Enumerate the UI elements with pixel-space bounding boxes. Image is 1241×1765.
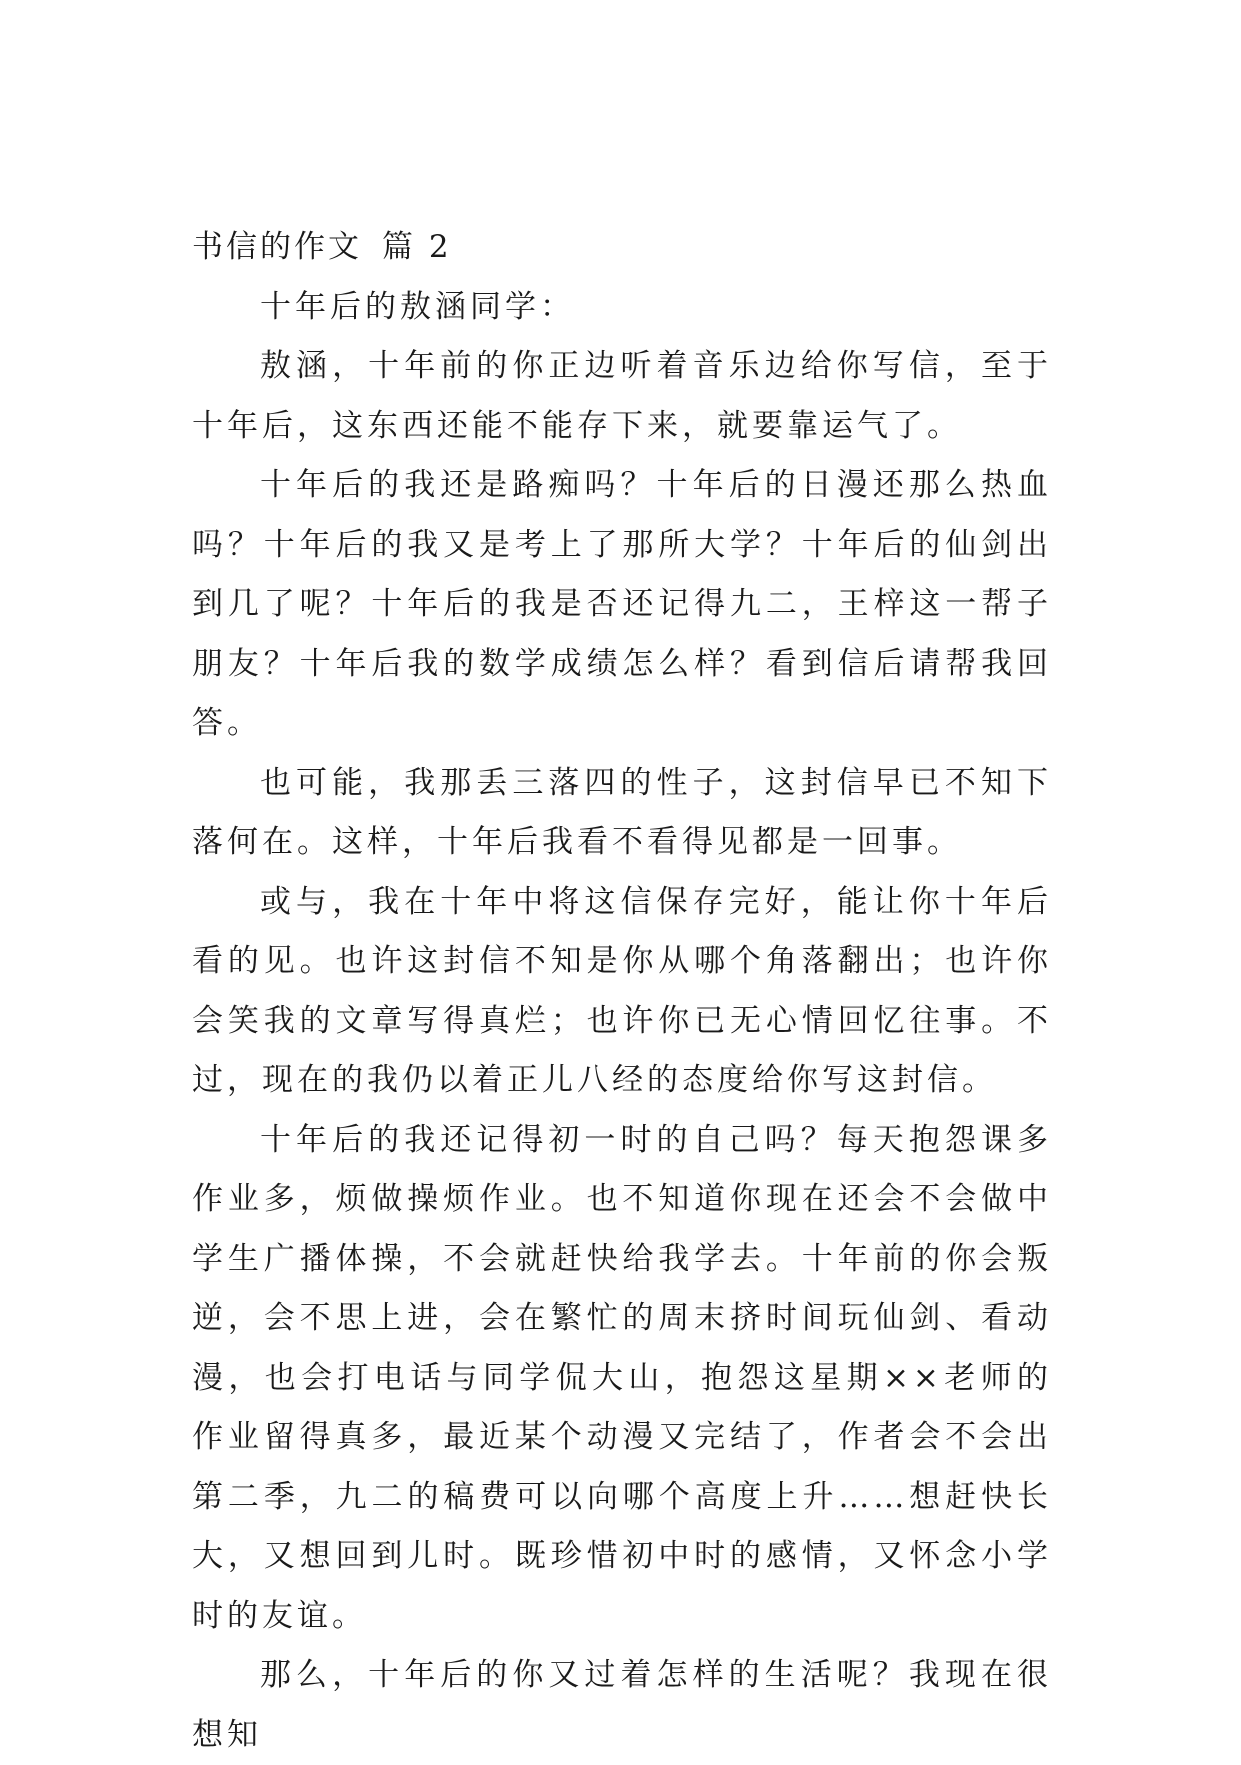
paragraph: 敖涵，十年前的你正边听着音乐边给你写信，至于十年后，这东西还能不能存下来，就要靠运气了。: [192, 348, 1052, 444]
essay-title: [192, 218, 1052, 278]
paragraph: 或与，我在十年中将这信保存完好，能让你十年后看的见。也许这封信不知是你从哪个角落翻出；也许你会笑我的文章写得真烂；也许你已无心情回忆往事。不过，现在的我仍以着正儿八经的态度给你写这封信。: [192, 883, 1052, 1098]
title-section: 篇 2: [382, 229, 452, 265]
paragraph: 也可能，我那丢三落四的性子，这封信早已不知下落何在。这样，十年后我看不看得见都是一回事。: [192, 764, 1052, 860]
paragraph: 那么，十年后的你又过着怎样的生活呢？我现在很想知: [192, 1657, 1052, 1753]
title-main: 书信的作文: [192, 229, 362, 265]
letter-body: [192, 218, 1052, 1765]
paragraph: 十年后的我还是路痴吗？十年后的日漫还那么热血吗？十年后的我又是考上了那所大学？十年后的仙剑出到几了呢？十年后的我是否还记得九二，王梓这一帮子朋友？十年后我的数学成绩怎么样？看到信后请帮我回答。: [192, 467, 1052, 741]
salutation: 十年后的敖涵同学：: [260, 288, 575, 325]
paragraph: 十年后的我还记得初一时的自己吗？每天抱怨课多作业多，烦做操烦作业。也不知道你现在还会不会做中学生广播体操，不会就赶快给我学去。十年前的你会叛逆，会不思上进，会在繁忙的周末挤时间玩仙剑、看动漫，也会打电话与同学侃大山，抱怨这星期××老师的作业留得真多，最近某个动漫又完结了，作者会不会出第二季，九二的稿费可以向哪个高度上升……想赶快长大，又想回到儿时。既珍惜初中时的感情，又怀念小学时的友谊。: [192, 1121, 1052, 1634]
